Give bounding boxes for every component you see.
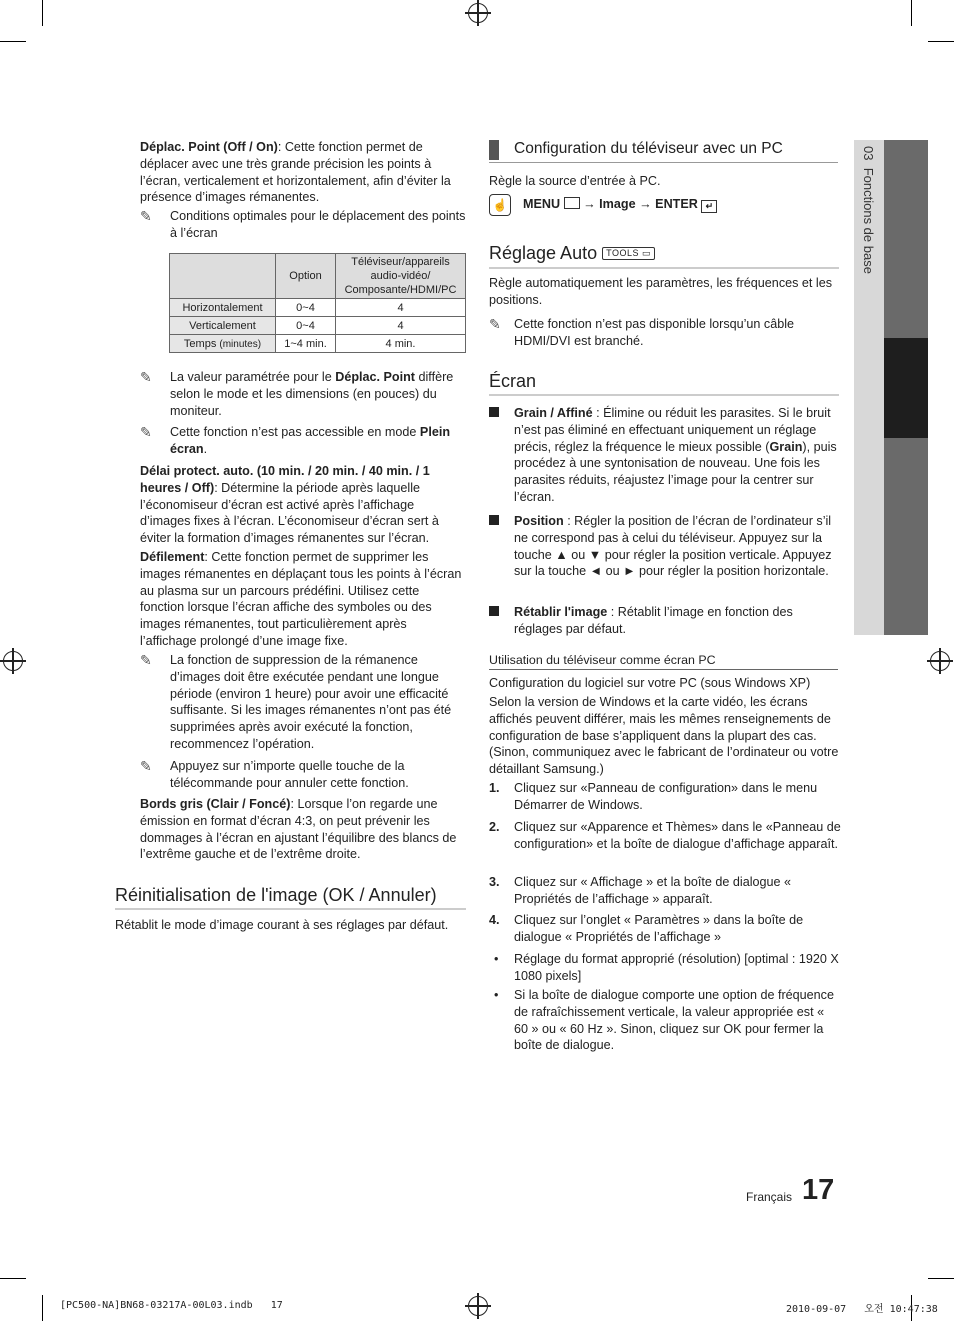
paragraph-text: : Lorsque l’on regarde une émission en format d’écran 4:3, on peut prévenir les dommages à l’écran en ajustant l’équilibre des blancs de l’extrême gauche et de l’extrême droite. <box>140 797 457 862</box>
list-item <box>489 874 814 908</box>
bullet-text: Réglage du format approprié (résolution) [optimal : 1920 X 1080 pixels] <box>514 952 839 983</box>
sidebar-block <box>884 140 928 338</box>
heading-underline <box>489 267 839 269</box>
note-bold: Déplac. Point <box>335 370 415 384</box>
crop-mark <box>42 1295 43 1321</box>
step-text: Cliquez sur «Apparence et Thèmes» dans le «Panneau de configuration» et la boîte de dialogue d’affichage apparaît. <box>514 820 841 851</box>
note-pencil-icon: ✎ <box>489 316 501 332</box>
note-text: Appuyez sur n’importe quelle touche de la télécommande pour annuler cette fonction. <box>170 759 409 790</box>
registration-mark-icon <box>468 1296 488 1316</box>
table-cell: 1~4 min. <box>276 335 336 353</box>
sidebar-block-active <box>884 338 928 438</box>
menu-path <box>523 197 717 213</box>
step-number: 4. <box>489 913 500 927</box>
config-text: Règle la source d’entrée à PC. <box>489 174 661 188</box>
ecran-heading: Écran <box>489 371 537 391</box>
note-pencil-icon: ✎ <box>140 208 152 224</box>
tools-label: TOOLS <box>606 248 639 258</box>
square-bullet-icon <box>489 515 499 525</box>
crop-mark <box>0 1278 26 1279</box>
heading-underline <box>489 162 838 163</box>
paragraph-text: ), puis procédez à une syntonisation de nouveau. Une fois les parasites réduits, réajustez l’image pour la centrer sur l’écran. <box>514 439 837 504</box>
chapter-title: Fonctions de base <box>861 167 876 274</box>
list-item <box>489 951 841 985</box>
sidebar-block <box>884 438 928 635</box>
bords-gris-paragraph <box>140 796 466 863</box>
heading-underline <box>115 908 466 910</box>
term-label: Bords gris (Clair / Foncé) <box>140 797 291 811</box>
table-cell: 4 <box>336 299 466 317</box>
step-text: Cliquez sur «Panneau de configuration» dans le menu Démarrer de Windows. <box>514 781 818 812</box>
crop-mark <box>911 0 912 26</box>
list-item <box>489 819 841 853</box>
heading-underline <box>489 394 839 396</box>
enter-icon: ↵ <box>701 200 717 213</box>
square-bullet-icon <box>489 606 499 616</box>
crop-mark <box>42 0 43 26</box>
crop-mark <box>928 1278 954 1279</box>
square-bullet-icon <box>489 407 499 417</box>
delai-paragraph <box>140 463 466 547</box>
table-header-cell: Téléviseur/appareils audio-vidéo/ Composante/HDMI/PC <box>336 254 466 299</box>
step-text: Cliquez sur l’onglet « Paramètres » dans la boîte de dialogue « Propriétés de l’affichage » <box>514 913 804 944</box>
table-cell: Verticalement <box>170 317 276 335</box>
registration-mark-icon <box>3 651 23 671</box>
table-header-cell: Option <box>276 254 336 299</box>
print-date: 2010-09-07 오전 10:47:38 <box>786 1304 938 1315</box>
paragraph-text: : Rétablit l’image en fonction des réglages par défaut. <box>514 605 793 636</box>
step-number: 2. <box>489 820 500 834</box>
bullet-icon: • <box>494 952 499 966</box>
bullet-text: Si la boîte de dialogue comporte une option de fréquence de rafraîchissement verticale, la valeur appropriée est « 60 » ou « 60 Hz ». Sinon, cliquez sur OK pour fermer la boîte de dialogue. <box>514 988 834 1053</box>
bullet-icon: • <box>494 988 499 1002</box>
note-text: Cette fonction n’est pas accessible en mode <box>170 425 417 439</box>
util-heading: Utilisation du téléviseur comme écran PC <box>489 653 716 667</box>
crop-mark <box>928 41 954 42</box>
list-item <box>489 405 841 506</box>
menu-rest: → Image → ENTER <box>583 197 698 211</box>
reglage-title: Réglage Auto <box>489 243 598 263</box>
table-row <box>170 299 466 317</box>
list-item <box>489 513 834 580</box>
step-number: 3. <box>489 875 500 889</box>
note-text: Cette fonction n’est pas disponible lorsqu’un câble HDMI/DVI est branché. <box>514 317 795 348</box>
list-item <box>489 912 814 946</box>
config-heading: Configuration du téléviseur avec un PC <box>514 140 783 157</box>
term-label: Position <box>514 514 564 528</box>
file-info: [PC500-NA]BN68-03217A-00L03.indb 17 <box>60 1300 283 1311</box>
language-label: Français <box>746 1190 793 1204</box>
menu-icon <box>564 197 580 209</box>
term-label: Grain / Affiné <box>514 406 593 420</box>
note <box>140 758 466 792</box>
paragraph-text: Configuration du logiciel sur votre PC (sous Windows XP) <box>489 676 811 690</box>
note <box>140 208 470 242</box>
remote-hand-icon: ☝ <box>489 194 511 216</box>
table-cell <box>170 335 276 353</box>
note-text: La fonction de suppression de la rémanence d’images doit être exécutée pendant une longue période (environ 1 heure) pour avoir une efficacité suffisante. Si les images rémanentes n’ont pas été supprimées après avoir exécuté la fonction, recommencez l’opération. <box>170 653 452 751</box>
step-text: Cliquez sur « Affichage » et la boîte de dialogue « Propriétés de l’affichage » apparaît. <box>514 875 792 906</box>
term-label: Rétablir l'image <box>514 605 608 619</box>
term-bold: Grain <box>769 439 803 454</box>
sidebar-label <box>861 146 876 274</box>
step-number: 1. <box>489 781 500 795</box>
tools-icon: TOOLS ▭ <box>602 247 655 260</box>
table-cell: 0~4 <box>276 317 336 335</box>
list-item <box>489 987 841 1054</box>
note <box>140 652 466 753</box>
table-row <box>170 335 466 353</box>
term-label: Délai protect. auto. (10 min. / 20 min. / 40 min. / 1 heures / Off) <box>140 464 430 495</box>
heading-underline <box>489 669 838 670</box>
paragraph-text: : Cette fonction permet de supprimer les images rémanentes en déplaçant tous les points à l’écran au plasma sur un parcours prédéfini. Utilisez cette fonction lorsque l’écran affiche des symboles ou des images rémanentes, tout particulièrement après l’affichage prolongé d’une image fixe. <box>140 550 462 648</box>
registration-mark-icon <box>930 651 950 671</box>
table-cell: 4 min. <box>336 335 466 353</box>
paragraph-text: : Élimine ou réduit les parasites. Si le bruit n’est pas éliminé en effectuant uniquement un réglage précis, réglez la fréquence le mieux possible ( <box>514 406 831 454</box>
heading-bar <box>489 140 499 160</box>
table-cell: Horizontalement <box>170 299 276 317</box>
chapter-number: 03 <box>861 146 876 161</box>
util-text <box>489 694 841 778</box>
row-label: Temps <box>183 337 217 350</box>
paragraph-text: Règle automatiquement les paramètres, les fréquences et les positions. <box>489 276 833 307</box>
options-table <box>169 253 466 353</box>
section-heading: Réinitialisation de l'image (OK / Annuler) <box>115 885 437 905</box>
defilement-paragraph <box>140 549 466 650</box>
term-label: Déplac. Point (Off / On) <box>140 140 278 154</box>
util-text <box>489 675 841 692</box>
note <box>140 369 466 419</box>
paragraph-text: : Régler la position de l’écran de l’ordinateur s’il ne correspond pas à celui du téléviseur. Appuyez sur la touche ▲ ou ▼ pour régler la position verticale. Appuyez sur la touche ◄ ou ► pour régler la position horizontale. <box>514 514 832 579</box>
paragraph-text: Selon la version de Windows et la carte vidéo, les écrans affichés peuvent différer, mais les mêmes renseignements de configuration de base s’appliquent dans la plupart des cas. (Sinon, communiquez avec le fabricant de l’ordinateur ou votre détaillant Samsung.) <box>489 695 839 777</box>
list-item <box>489 780 841 814</box>
note <box>489 316 834 350</box>
page-number: 17 <box>802 1174 835 1206</box>
note-text: . <box>203 441 208 456</box>
note-text: La valeur paramétrée pour le <box>170 370 332 384</box>
table-cell: 0~4 <box>276 299 336 317</box>
note <box>140 424 466 458</box>
deplac-point-paragraph <box>140 139 466 206</box>
note-pencil-icon: ✎ <box>140 758 152 774</box>
table-header-cell <box>170 254 276 299</box>
note-pencil-icon: ✎ <box>140 424 152 440</box>
list-item <box>489 604 834 638</box>
note-text: Conditions optimales pour le déplacement des points à l’écran <box>170 209 466 240</box>
paragraph-text: : Cette fonction permet de déplacer avec une très grande précision les points à l’écran, verticalement et horizontalement, afin d’éviter la présence d’images rémanentes. <box>140 140 451 205</box>
row-unit: (minutes) <box>219 338 262 350</box>
table-row <box>170 317 466 335</box>
menu-label: MENU <box>523 197 561 211</box>
paragraph-text: : Détermine la période après laquelle l’économiseur d’écran est activé après l’affichage d’images fixes à l’écran. L’économiseur d’écran sert à éviter la formation d’images rémanentes sur l’écran. <box>140 480 439 546</box>
registration-mark-icon <box>468 3 488 23</box>
reglage-text <box>489 275 841 309</box>
note-pencil-icon: ✎ <box>140 652 152 668</box>
table-header-row <box>170 254 466 299</box>
note-text: diffère selon le mode et les dimensions (en pouces) du moniteur. <box>170 370 454 418</box>
note-bold: Plein écran <box>170 425 451 456</box>
term-label: Défilement <box>140 550 205 564</box>
table-cell: 4 <box>336 317 466 335</box>
crop-mark <box>0 41 26 42</box>
reinit-text: Rétablit le mode d’image courant à ses réglages par défaut. <box>115 918 449 932</box>
reglage-heading <box>489 243 655 264</box>
note-pencil-icon: ✎ <box>140 369 152 385</box>
